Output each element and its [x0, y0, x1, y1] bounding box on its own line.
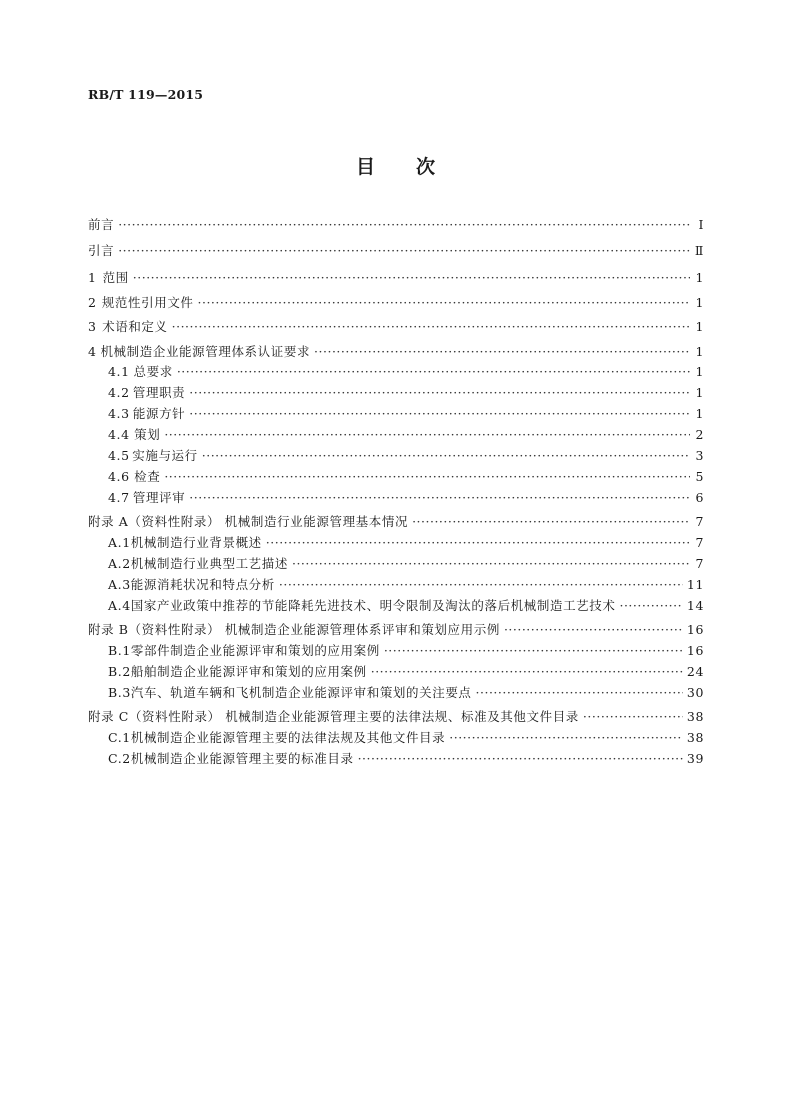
toc-entry-page: 7: [695, 556, 704, 571]
toc-entry[interactable]: [88, 467, 704, 485]
toc-dot-leader: [412, 514, 690, 529]
toc-entry-label: 机械制造企业能源管理体系认证要求: [100, 344, 311, 359]
toc-dot-leader: [358, 751, 683, 766]
toc-entry-page: 1: [695, 385, 704, 400]
toc-entry-page: 24: [686, 664, 704, 679]
toc-entry[interactable]: [88, 425, 704, 443]
toc-dot-leader: [583, 709, 683, 724]
toc-entry-page: 38: [686, 709, 704, 724]
toc-entry-number: B.3: [108, 685, 131, 700]
toc-entry-label: 实施与运行: [132, 448, 198, 463]
toc-entry-page: 1: [695, 406, 704, 421]
toc-entry-number: 1: [88, 270, 97, 285]
toc-dot-leader: [504, 622, 683, 637]
toc-dot-leader: [202, 448, 690, 463]
toc-entry-page: 38: [686, 730, 704, 745]
toc-entry[interactable]: [88, 554, 704, 572]
toc-entry-label: 国家产业政策中推荐的节能降耗先进技术、明令限制及淘汰的落后机械制造工艺技术: [130, 598, 616, 613]
toc-entry-number: B.1: [108, 643, 131, 658]
toc-entry[interactable]: [88, 488, 704, 506]
toc-entry-page: 30: [686, 685, 704, 700]
toc-entry-number: 4.4: [108, 427, 130, 442]
toc-dot-leader: [371, 664, 683, 679]
toc-dot-leader: [279, 577, 683, 592]
toc-dot-leader: [177, 364, 690, 379]
toc-entry-number: 4: [88, 344, 97, 359]
toc-entry[interactable]: [88, 662, 704, 680]
toc-entry[interactable]: [88, 575, 704, 593]
toc-entry-label: 机械制造行业典型工艺描述: [130, 556, 288, 571]
toc-dot-leader: [314, 344, 690, 359]
toc-entry-label: 总要求: [133, 364, 173, 379]
toc-entry-label: 附录 B（资料性附录） 机械制造企业能源管理体系评审和策划应用示例: [88, 622, 500, 637]
toc-entry[interactable]: [88, 293, 704, 311]
toc-entry-page: 5: [695, 469, 704, 484]
toc-dot-leader: [118, 217, 690, 232]
toc-entry-label: 能源消耗状况和特点分析: [130, 577, 275, 592]
toc-entry[interactable]: [88, 749, 704, 767]
toc-entry-label: 策划: [134, 427, 161, 442]
toc-entry[interactable]: [88, 446, 704, 464]
toc-entry[interactable]: [88, 728, 704, 746]
toc-entry-number: C.2: [108, 751, 131, 766]
toc-entry-number: B.2: [108, 664, 131, 679]
toc-dot-leader: [164, 469, 690, 484]
toc-dot-leader: [449, 730, 683, 745]
toc-entry-label: 船舶制造企业能源评审和策划的应用案例: [130, 664, 367, 679]
toc-entry-page: 1: [695, 344, 704, 359]
toc-entry-page: 3: [695, 448, 704, 463]
toc-entry-page: 1: [695, 364, 704, 379]
toc-entry-label: 附录 A（资料性附录） 机械制造行业能源管理基本情况: [88, 514, 409, 529]
toc-dot-leader: [189, 406, 690, 421]
toc-dot-leader: [189, 490, 690, 505]
toc-entry[interactable]: [88, 641, 704, 659]
toc-entry[interactable]: [88, 683, 704, 701]
toc-entry[interactable]: [88, 241, 704, 259]
toc-dot-leader: [164, 427, 690, 442]
toc-entry-label: 机械制造企业能源管理主要的法律法规及其他文件目录: [130, 730, 446, 745]
toc-entry-page: 16: [686, 622, 704, 637]
toc-entry-number: 2: [88, 295, 97, 310]
toc-entry-page: 16: [686, 643, 704, 658]
toc-entry[interactable]: [88, 268, 704, 286]
toc-entry[interactable]: [88, 596, 704, 614]
toc-entry-label: 汽车、轨道车辆和飞机制造企业能源评审和策划的关注要点: [130, 685, 472, 700]
toc-entry-label: 管理职责: [132, 385, 186, 400]
toc-entry-page: 7: [695, 514, 704, 529]
toc-entry-label: 零部件制造企业能源评审和策划的应用案例: [130, 643, 380, 658]
toc-entry-page: 2: [695, 427, 704, 442]
toc-entry-label: 附录 C（资料性附录） 机械制造企业能源管理主要的法律法规、标准及其他文件目录: [88, 709, 579, 724]
toc-entry-label: 术语和定义: [102, 319, 168, 334]
toc-dot-leader: [619, 598, 682, 613]
toc-dot-leader: [172, 319, 690, 334]
toc-entry[interactable]: [88, 383, 704, 401]
toc-entry-number: A.2: [108, 556, 131, 571]
toc-title: [0, 152, 792, 179]
toc-entry-label: 管理评审: [132, 490, 186, 505]
toc-entry-page: 14: [686, 598, 704, 613]
toc-dot-leader: [476, 685, 683, 700]
toc-dot-leader: [292, 556, 690, 571]
toc-entry[interactable]: [88, 707, 704, 725]
toc-entry-number: A.3: [108, 577, 131, 592]
toc-entry-page: 11: [686, 577, 704, 592]
toc-entry-number: 3: [88, 319, 97, 334]
toc-entry-label: 能源方针: [132, 406, 186, 421]
toc-entry-number: A.4: [108, 598, 131, 613]
toc-dot-leader: [189, 385, 690, 400]
toc-entry-page: 1: [695, 295, 704, 310]
toc-entry[interactable]: [88, 533, 704, 551]
toc-entry[interactable]: [88, 342, 704, 360]
toc-entry-page: Ⅰ: [698, 217, 704, 232]
toc-entry[interactable]: [88, 512, 704, 530]
toc-dot-leader: [198, 295, 690, 310]
toc-entry-number: 4.3: [108, 406, 130, 421]
toc-entry-number: 4.5: [108, 448, 130, 463]
toc-entry-label: 检查: [134, 469, 161, 484]
toc-title-right: 次: [416, 156, 437, 178]
toc-entry-page: 7: [695, 535, 704, 550]
toc-entry-number: 4.7: [108, 490, 130, 505]
toc-entry[interactable]: [88, 620, 704, 638]
toc-entry-page: 6: [695, 490, 704, 505]
toc-entry-page: 1: [695, 319, 704, 334]
toc-entry[interactable]: [88, 317, 704, 335]
toc-entry-number: 4.2: [108, 385, 130, 400]
toc-entry-label: 前言: [88, 217, 115, 232]
toc-entry[interactable]: [88, 215, 704, 233]
toc-entry-label: 范围: [102, 270, 129, 285]
toc-entry-number: C.1: [108, 730, 131, 745]
toc-entry-label: 机械制造企业能源管理主要的标准目录: [130, 751, 354, 766]
toc-entry-number: 4.1: [108, 364, 130, 379]
toc-dot-leader: [133, 270, 690, 285]
toc-dot-leader: [266, 535, 690, 550]
toc-entry[interactable]: [88, 362, 704, 380]
toc-entry-label: 规范性引用文件: [101, 295, 194, 310]
toc-entry-number: 4.6: [108, 469, 130, 484]
toc-entry-number: A.1: [108, 535, 131, 550]
document-code: RB/T 119—2015: [88, 87, 204, 102]
toc-entry-label: 引言: [88, 243, 115, 258]
toc-entry-page: Ⅱ: [694, 243, 704, 258]
toc-entry-label: 机械制造行业背景概述: [130, 535, 262, 550]
toc-entry-page: 1: [695, 270, 704, 285]
toc-dot-leader: [384, 643, 683, 658]
toc-dot-leader: [118, 243, 690, 258]
toc-title-left: 目: [355, 156, 376, 178]
toc-entry[interactable]: [88, 404, 704, 422]
toc-entry-page: 39: [686, 751, 704, 766]
